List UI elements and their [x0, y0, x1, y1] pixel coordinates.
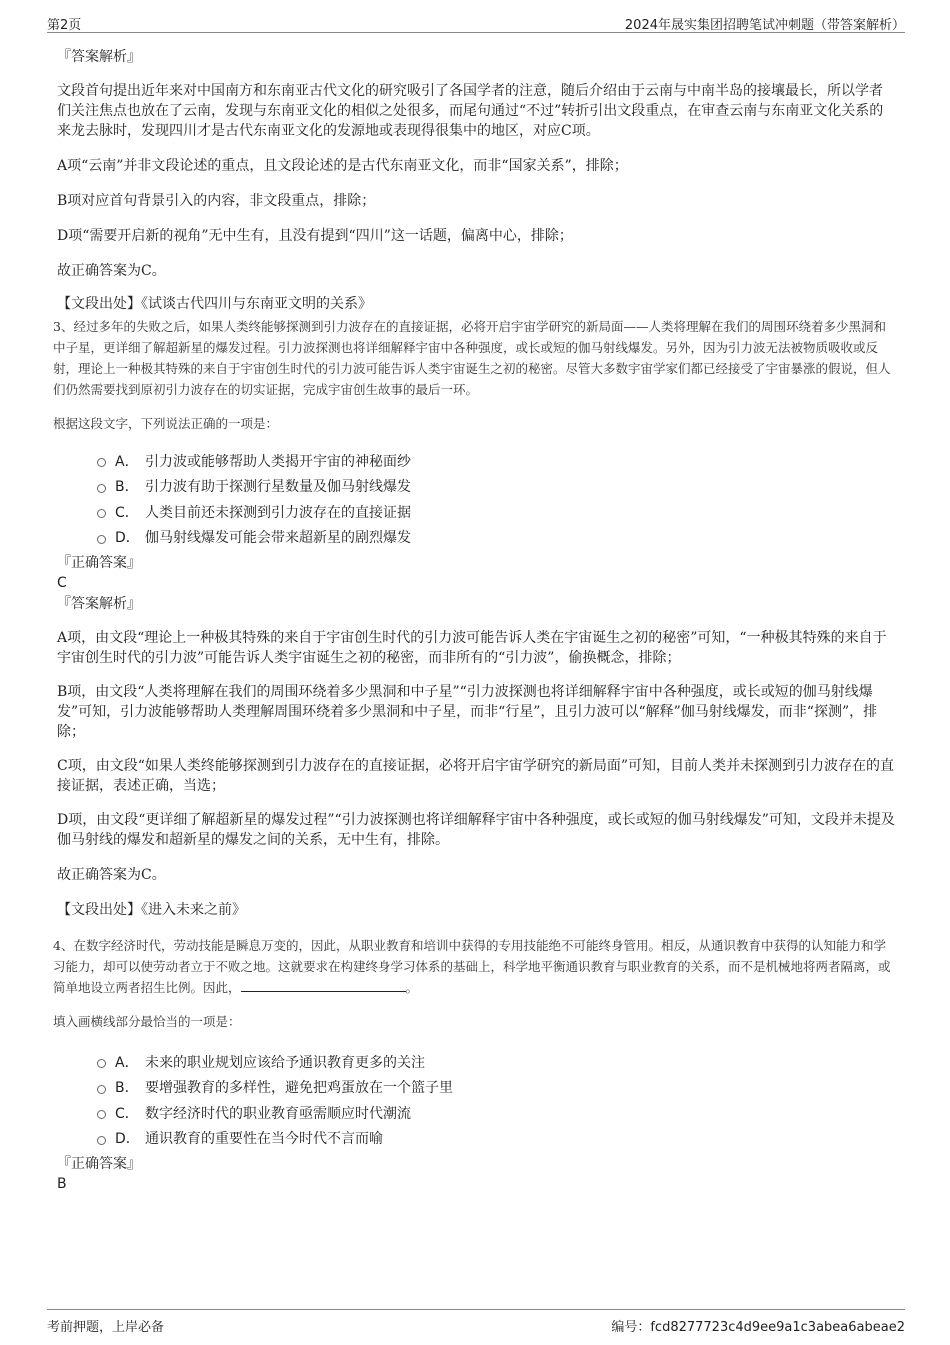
option-text: 引力波或能够帮助人类揭开宇宙的神秘面纱 — [145, 453, 411, 470]
document-code — [611, 1316, 905, 1335]
option-d[interactable] — [97, 525, 895, 551]
option-c[interactable] — [97, 499, 895, 525]
analysis-paragraph: A项“云南”并非文段论述的重点，且文段论述的是古代东南亚文化，而非“国家关系”，排除； — [57, 158, 628, 174]
option-letter: D． — [115, 1131, 140, 1148]
radio-icon[interactable] — [97, 1059, 106, 1068]
option-letter: D． — [115, 530, 140, 547]
correct-answer-label: 『正确答案』 — [57, 555, 141, 571]
option-letter: B． — [115, 479, 139, 496]
option-letter: C． — [115, 504, 139, 521]
options-list — [97, 448, 895, 550]
option-d[interactable] — [97, 1126, 895, 1152]
analysis-paragraph: B项，由文段“人类将理解在我们的周围环绕着多少黑洞和中子星”“引力波探测也将详细解释宇宙中各种强度，或长或短的伽马射线爆发”可知，引力波能够帮助人类理解周围环绕着多少黑洞和中子星，而非“行星”，且引力波可以“解释”伽马射线爆发，而非“探测”，排除； — [57, 684, 878, 740]
analysis-paragraph: A项，由文段“理论上一种极其特殊的来自于宇宙创生时代的引力波可能告诉人类在宇宙诞生之初的秘密”可知，“一种极其特殊的来自于宇宙创生时代的引力波”可能告诉人类宇宙诞生之初的秘密，而非所有的“引力波”，偷换概念，排除； — [57, 630, 887, 666]
analysis-paragraph: D项，由文段“更详细了解超新星的爆发过程”“引力波探测也将详细解释宇宙中各种强度，或长或短的伽马射线爆发”可知，文段并未提及伽马射线的爆发和超新星的爆发之间的关系，无中生有，排除。 — [57, 812, 895, 848]
analysis-conclusion: 故正确答案为C。 — [57, 263, 166, 279]
option-letter: C． — [115, 1105, 139, 1122]
analysis-conclusion: 故正确答案为C。 — [57, 867, 166, 883]
page-header — [47, 12, 905, 33]
question-text-before: 4、在数字经济时代，劳动技能是瞬息万变的，因此，从职业教育和培训中获得的专用技能绝不可能终身管用。相反，从通识教育中获得的认知能力和学习能力，却可以使劳动者立于不败之地。这就要求在构建终身学习体系的基础上，科学地平衡通识教育与职业教育的关系，而不是机械地将两者隔离，或简单地设立两者招生比例。因此， — [53, 938, 891, 995]
option-letter: B． — [115, 1080, 139, 1097]
option-text: 数字经济时代的职业教育亟需顺应时代潮流 — [145, 1105, 411, 1122]
analysis-paragraph: C项，由文段“如果人类终能够探测到引力波存在的直接证据，必将开启宇宙学研究的新局面”可知，目前人类并未探测到引力波存在的直接证据，表述正确，当选； — [57, 758, 895, 794]
correct-answer: B — [57, 1176, 67, 1192]
option-b[interactable] — [97, 1075, 895, 1101]
option-text: 人类目前还未探测到引力波存在的直接证据 — [145, 504, 411, 521]
analysis-label: 『答案解析』 — [57, 49, 141, 65]
radio-icon[interactable] — [97, 535, 106, 544]
options-list — [97, 1049, 895, 1151]
option-text: 未来的职业规划应该给予通识教育更多的关注 — [145, 1054, 425, 1071]
page-number: 第2页 — [47, 18, 82, 33]
question-prompt: 填入画横线部分最恰当的一项是： — [53, 1014, 241, 1029]
correct-answer-label: 『正确答案』 — [57, 1156, 141, 1172]
analysis-paragraph: D项“需要开启新的视角”无中生有，且没有提到“四川”这一话题，偏离中心，排除； — [57, 228, 573, 244]
page-footer — [47, 1309, 905, 1334]
option-text: 要增强教育的多样性，避免把鸡蛋放在一个篮子里 — [145, 1080, 453, 1097]
radio-icon[interactable] — [97, 1110, 106, 1119]
code-value: fcd8277723c4d9ee9a1c3abea6abeae2 — [650, 1320, 905, 1335]
radio-icon[interactable] — [97, 484, 106, 493]
question-text — [53, 935, 895, 998]
option-b[interactable] — [97, 474, 895, 500]
correct-answer: C — [57, 575, 67, 591]
option-c[interactable] — [97, 1100, 895, 1126]
radio-icon[interactable] — [97, 458, 106, 467]
option-a[interactable] — [97, 1049, 895, 1075]
page-content — [53, 38, 895, 1194]
question-text: 3、经过多年的失败之后，如果人类终能够探测到引力波存在的直接证据，必将开启宇宙学研究的新局面——人类将理解在我们的周围环绕着多少黑洞和中子星，更详细了解超新星的爆发过程。引力波探测也将详细解释宇宙中各种强度，或长或短的伽马射线爆发。另外，因为引力波无法被物质吸收或反射，理论上一种极其特殊的来自于宇宙创生时代的引力波可能告诉人类宇宙诞生之初的秘密。尽管大多数宇宙学家们都已经接受了宇宙暴涨的假说，但人们仍然需要找到原初引力波存在的切实证据，完成宇宙创生故事的最后一环。 — [53, 319, 891, 397]
radio-icon[interactable] — [97, 1085, 106, 1094]
source-citation: 【文段出处】《进入未来之前》 — [57, 902, 246, 918]
radio-icon[interactable] — [97, 1136, 106, 1145]
option-letter: A． — [115, 1054, 139, 1071]
source-citation: 【文段出处】《试谈古代四川与东南亚文明的关系》 — [57, 296, 372, 312]
option-text: 通识教育的重要性在当今时代不言而喻 — [145, 1131, 383, 1148]
question-text-after: 。 — [405, 980, 419, 995]
radio-icon[interactable] — [97, 509, 106, 518]
option-text: 引力波有助于探测行星数量及伽马射线爆发 — [145, 479, 411, 496]
document-title: 2024年晟实集团招聘笔试冲刺题（带答案解析） — [624, 18, 905, 33]
option-letter: A． — [115, 453, 139, 470]
footer-slogan: 考前押题，上岸必备 — [47, 1320, 165, 1335]
analysis-paragraph: 文段首句提出近年来对中国南方和东南亚古代文化的研究吸引了各国学者的注意，随后介绍由于云南与中南半岛的接壤最长，所以学者们关注焦点也放在了云南，发现与东南亚文化的相似之处很多，而尾句通过“不过”转折引出文段重点，在审查云南与东南亚文化关系的来龙去脉时，发现四川才是古代东南亚文化的发源地或表现得很集中的地区，对应C项。 — [57, 83, 884, 139]
code-label: 编号： — [611, 1320, 651, 1335]
option-a[interactable] — [97, 448, 895, 474]
fill-blank — [241, 979, 406, 992]
analysis-paragraph: B项对应首句背景引入的内容，非文段重点，排除； — [57, 193, 376, 209]
question-prompt: 根据这段文字，下列说法正确的一项是： — [53, 416, 279, 431]
option-text: 伽马射线爆发可能会带来超新星的剧烈爆发 — [145, 530, 411, 547]
analysis-label: 『答案解析』 — [57, 596, 141, 612]
